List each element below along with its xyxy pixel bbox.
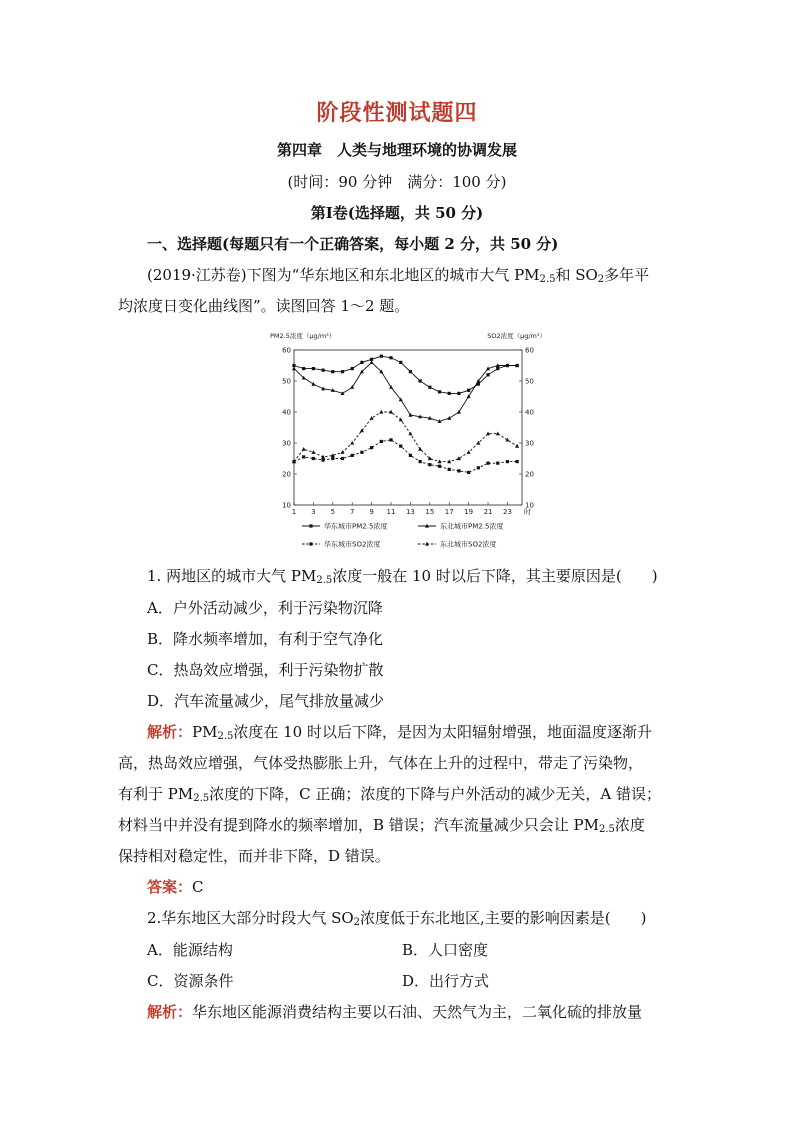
data-point-series-3: [438, 465, 441, 468]
y-tick-label-left: 20: [282, 470, 291, 479]
data-point-series-1: [438, 390, 441, 393]
data-point-series-3: [428, 463, 431, 466]
data-point-series-3: [370, 446, 373, 449]
data-point-series-1: [331, 370, 334, 373]
data-point-series-1: [496, 367, 499, 370]
data-point-series-4: [302, 447, 306, 451]
x-tick-label: 5: [330, 508, 336, 516]
data-point-series-1: [389, 356, 392, 359]
data-point-series-1: [467, 389, 470, 392]
question-2-stem: 2.华东地区大部分时段大气 $SO_2$浓度低于东北地区,主要的影响因素是( ): [147, 909, 647, 928]
q2-option-a: A．能源结构: [147, 941, 233, 959]
data-point-series-1: [302, 367, 305, 370]
x-tick-label: 17: [444, 508, 454, 516]
x-tick-label: 9: [369, 508, 374, 516]
data-point-series-1: [312, 367, 315, 370]
data-point-series-3: [380, 440, 383, 443]
q2-option-d: D．出行方式: [402, 972, 490, 990]
data-point-series-3: [312, 457, 315, 460]
q2-option-b: B．人口密度: [402, 941, 489, 959]
x-tick-label: 11: [386, 508, 396, 516]
y-tick-label-right: 10: [525, 501, 534, 510]
data-point-series-3: [516, 460, 519, 463]
data-point-series-3: [419, 460, 422, 463]
q1-option-c: C．热岛效应增强，利于污染物扩散: [147, 661, 384, 679]
data-point-series-1: [322, 369, 325, 372]
data-point-series-4: [496, 432, 500, 436]
data-point-series-3: [486, 462, 489, 465]
data-point-series-4: [408, 432, 412, 436]
data-point-series-3: [302, 455, 305, 458]
question-1-stem: 1. 两地区的城市大气 $PM_{2.5}$浓度一般在 10 时以后下降，其主要原因是( ): [147, 567, 658, 586]
data-point-series-1: [360, 361, 363, 364]
data-point-series-3: [467, 471, 470, 474]
data-point-series-4: [399, 418, 403, 422]
answer-label: 答案：: [147, 878, 193, 896]
x-tick-label: 19: [464, 508, 474, 516]
data-point-series-4: [341, 450, 345, 454]
data-point-series-4: [370, 416, 374, 420]
data-point-series-3: [389, 438, 392, 441]
data-point-series-1: [486, 373, 489, 376]
y-tick-label-right: 60: [525, 346, 534, 355]
page-title: 阶段性测试题四: [316, 100, 478, 126]
data-point-series-1: [351, 367, 354, 370]
y-tick-label-left: 30: [282, 439, 291, 448]
data-point-series-3: [506, 460, 509, 463]
legend-marker-3: [309, 542, 312, 545]
y-tick-label-left: 10: [282, 501, 291, 510]
x-tick-label: 1: [291, 508, 297, 516]
q2-option-c: C．资源条件: [147, 972, 234, 990]
data-point-series-1: [341, 370, 344, 373]
data-point-series-4: [350, 441, 354, 445]
data-point-series-1: [409, 370, 412, 373]
q1-analysis-line-3: 有利于 $PM_{2.5}$浓度的下降，C 正确；浓度的下降与户外活动的减少无关，A 错误；: [118, 785, 661, 804]
data-point-series-4: [379, 410, 383, 414]
q1-option-d: D．汽车流量减少，尾气排放量减少: [147, 692, 385, 710]
data-point-series-3: [322, 458, 325, 461]
data-point-series-1: [448, 392, 451, 395]
data-point-series-3: [341, 457, 344, 460]
data-point-series-2: [447, 416, 451, 420]
y-tick-label-right: 20: [525, 470, 534, 479]
legend-label-1: 华东城市PM2.5浓度: [324, 522, 388, 531]
data-point-series-4: [311, 450, 315, 454]
data-point-series-4: [457, 456, 461, 460]
data-point-series-3: [399, 445, 402, 448]
data-point-series-1: [399, 361, 402, 364]
legend-label-2: 东北城市PM2.5浓度: [440, 522, 504, 531]
x-tick-label: 7: [349, 508, 355, 516]
legend-marker-1: [309, 524, 312, 527]
y-tick-label-left: 60: [282, 346, 291, 355]
data-point-series-3: [360, 451, 363, 454]
legend-label-4: 东北城市SO2浓度: [440, 540, 497, 549]
data-point-series-3: [448, 468, 451, 471]
section-heading: 一、选择题(每题只有一个正确答案，每小题 2 分，共 50 分): [147, 235, 559, 253]
data-point-series-4: [505, 438, 509, 442]
time-limit: (时间：90 分钟 满分：100 分): [287, 173, 507, 191]
chapter-title: 第四章 人类与地理环境的协调发展: [276, 141, 517, 159]
y-axis-label-right: SO2浓度（μg/m³）: [487, 332, 546, 340]
x-tick-label: 13: [405, 508, 415, 516]
y-tick-label-right: 30: [525, 439, 534, 448]
data-point-series-1: [428, 386, 431, 389]
data-point-series-1: [380, 355, 383, 358]
data-point-series-1: [419, 379, 422, 382]
q1-answer: [147, 876, 711, 897]
data-point-series-3: [409, 454, 412, 457]
data-point-series-4: [515, 444, 519, 448]
data-point-series-1: [457, 392, 460, 395]
q1-analysis-line-4: 材料当中并没有提到降水的频率增加，B 错误；汽车流量减少只会让 $PM_{2.5}$浓度: [118, 816, 645, 835]
y-tick-label-right: 40: [525, 408, 534, 417]
q1-option-a: A．户外活动减少，利于污染物沉降: [147, 599, 383, 617]
data-point-series-2: [311, 382, 315, 386]
q1-option-b: B．降水频率增加，有利于空气净化: [147, 630, 384, 648]
analysis-label: 解析：: [147, 723, 193, 741]
intro-line-2: 均浓度日变化曲线图”。读图回答 1～2 题。: [118, 297, 410, 315]
data-point-series-3: [496, 462, 499, 465]
x-axis-unit: 时: [524, 508, 531, 516]
data-point-series-3: [457, 469, 460, 472]
intro-line-1: (2019·江苏卷)下图为“华东地区和东北地区的城市大气 $PM_{2.5}$和 $SO_2$多年平: [147, 266, 650, 285]
y-tick-label-left: 50: [282, 377, 291, 386]
y-tick-label-right: 50: [525, 377, 534, 386]
x-tick-label: 3: [311, 508, 316, 516]
data-point-series-3: [351, 454, 354, 457]
intro-source: (2019·江苏卷): [147, 266, 247, 284]
q1-analysis-line-2: 高，热岛效应增强，气体受热膨胀上升，气体在上升的过程中，带走了污染物，: [118, 754, 644, 772]
series-line-4: [294, 412, 517, 462]
volume-title: 第Ⅰ卷(选择题，共 50 分): [310, 204, 484, 222]
data-point-series-3: [331, 457, 334, 460]
data-point-series-4: [467, 450, 471, 454]
y-tick-label-left: 40: [282, 408, 291, 417]
data-point-series-3: [477, 466, 480, 469]
x-tick-label: 21: [483, 508, 493, 516]
y-axis-label-left: PM2.5浓度（μg/m³）: [270, 332, 336, 340]
x-tick-label: 15: [425, 508, 435, 516]
x-tick-label: 23: [502, 508, 512, 516]
answer-value: C: [192, 878, 204, 896]
line-chart: [268, 322, 548, 558]
q1-analysis-line-5: 保持相对稳定性，而并非下降，D 错误。: [118, 847, 390, 865]
legend-label-3: 华东城市SO2浓度: [324, 540, 381, 549]
q1-analysis-line-1: 解析：$PM_{2.5}$浓度在 10 时以后下降，是因为太阳辐射增强，地面温度逐渐升: [147, 723, 653, 742]
q2-analysis: 解析：华东地区能源消费结构主要以石油、天然气为主，二氧化硫的排放量: [147, 1003, 643, 1021]
